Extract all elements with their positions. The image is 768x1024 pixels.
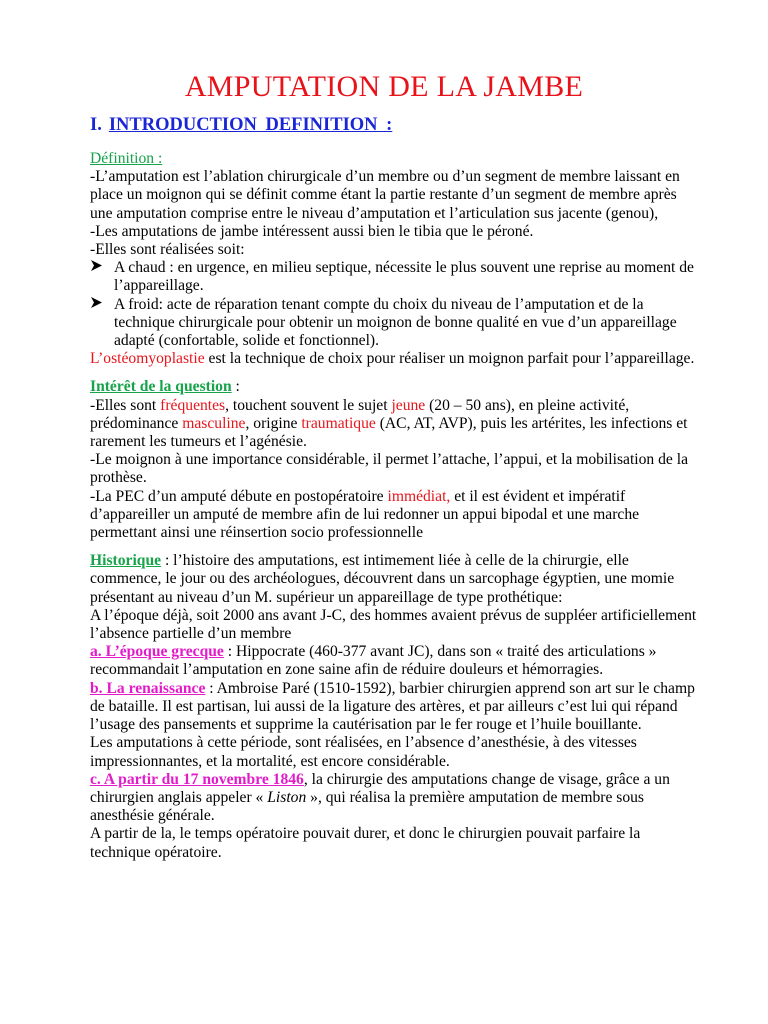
- arrowhead-bullet-icon: [90, 296, 108, 314]
- historique-1846: c. A partir du 17 novembre 1846, la chirurgie des amputations change de visage, grâce a un chirurgien anglais appeler « Liston », qui réalisa la première amputation de membre sous anesthésie générale.: [90, 770, 670, 825]
- document-body: [90, 150, 698, 862]
- interet-paragraph: -Le moignon à une importance considérable, il permet l’attache, l’appui, et la mobilisation de la prothèse.: [90, 451, 688, 487]
- bullet-text: A chaud : en urgence, en milieu septique, nécessite le plus souvent une reprise au moment de l’appareillage.: [114, 259, 694, 295]
- arrowhead-bullet-icon: [90, 259, 108, 277]
- historique-renaissance: b. La renaissance : Ambroise Paré (1510-1592), barbier chirurgien apprend son art sur le champ de bataille. Il est partisan, lui aussi de la ligature des artères, et par ailleurs c’est lui qui répand l’usage des pansements et supprime la cautérisation par le fer rouge et l’huile bouillante.: [90, 679, 695, 734]
- definition-label: Définition :: [90, 150, 163, 167]
- section-number: I.: [90, 115, 102, 135]
- list-item: [90, 296, 698, 351]
- definition-line: -Les amputations de jambe intéressent aussi bien le tibia que le péroné.: [90, 222, 534, 240]
- interet-paragraph: -Elles sont fréquentes, touchent souvent le sujet jeune (20 – 50 ans), en pleine activité, prédominance masculine, origine traumatique (AC, AT, AVP), puis les artérites, les infections et rarement les tumeurs et l’agénésie.: [90, 396, 688, 451]
- historique-paragraph: Les amputations à cette période, sont réalisées, en l’absence d’anesthésie, à des vitesses impressionnantes, et la mortalité, est encore considérable.: [90, 734, 637, 770]
- historique-paragraph: A l’époque déjà, soit 2000 ans avant J-C, des hommes avaient prévus de suppléer artificiellement l’absence partielle d’un membre: [90, 606, 697, 643]
- interet-label: Intérêt de la question :: [90, 378, 240, 396]
- page-title: AMPUTATION DE LA JAMBE: [184, 70, 584, 103]
- definition-bullet-list: [90, 259, 698, 350]
- historique-paragraph: Historique : l’histoire des amputations, est intimement liée à celle de la chirurgie, elle commence, le jour ou des archéologues, découvrent dans un sarcophage égyptien, une momie présentant au niveau d’un M. supérieur un appareillage de type prothétique:: [90, 552, 675, 606]
- osteomyoplastie-term: L’ostéomyoplastie: [90, 350, 205, 368]
- definition-line: -L’amputation est l’ablation chirurgicale d’un membre ou d’un segment de membre laissant en place un moignon qui se définit comme étant la partie restante d’un segment de membre après une amputation comprise entre le niveau d’amputation et l’articulation sus jacente (genou),: [90, 168, 680, 222]
- osteomyoplastie-paragraph: L’ostéomyoplastie est la technique de choix pour réaliser un moignon parfait pour l’appareillage.: [90, 350, 695, 368]
- interet-paragraph: -La PEC d’un amputé débute en postopératoire immédiat, et il est évident et impératif d’appareiller un amputé de membre afin de lui redonner un appui bipodal et une marche permettant ainsi une réinsertion socio professionnelle: [90, 487, 640, 542]
- list-item: [90, 259, 698, 295]
- historique-grecque: a. L’époque grecque : Hippocrate (460-377 avant JC), dans son « traité des articulations » recommandait l’amputation en zone saine afin de réduire douleurs et hémorragies.: [90, 643, 657, 679]
- definition-line: -Elles sont réalisées soit:: [90, 241, 245, 259]
- section-title: INTRODUCTION DEFINITION :: [108, 115, 393, 135]
- historique-label: Historique: [90, 552, 162, 570]
- section-heading: [90, 115, 392, 136]
- bullet-text: A froid: acte de réparation tenant compte du choix du niveau de l’amputation et de la technique chirurgicale pour obtenir un moignon de bonne qualité en vue d’un appareillage adapté (confortable, solide et fonctionnel).: [114, 295, 677, 350]
- historique-paragraph: A partir de la, le temps opératoire pouvait durer, et donc le chirurgien pouvait parfaire la technique opératoire.: [90, 825, 641, 861]
